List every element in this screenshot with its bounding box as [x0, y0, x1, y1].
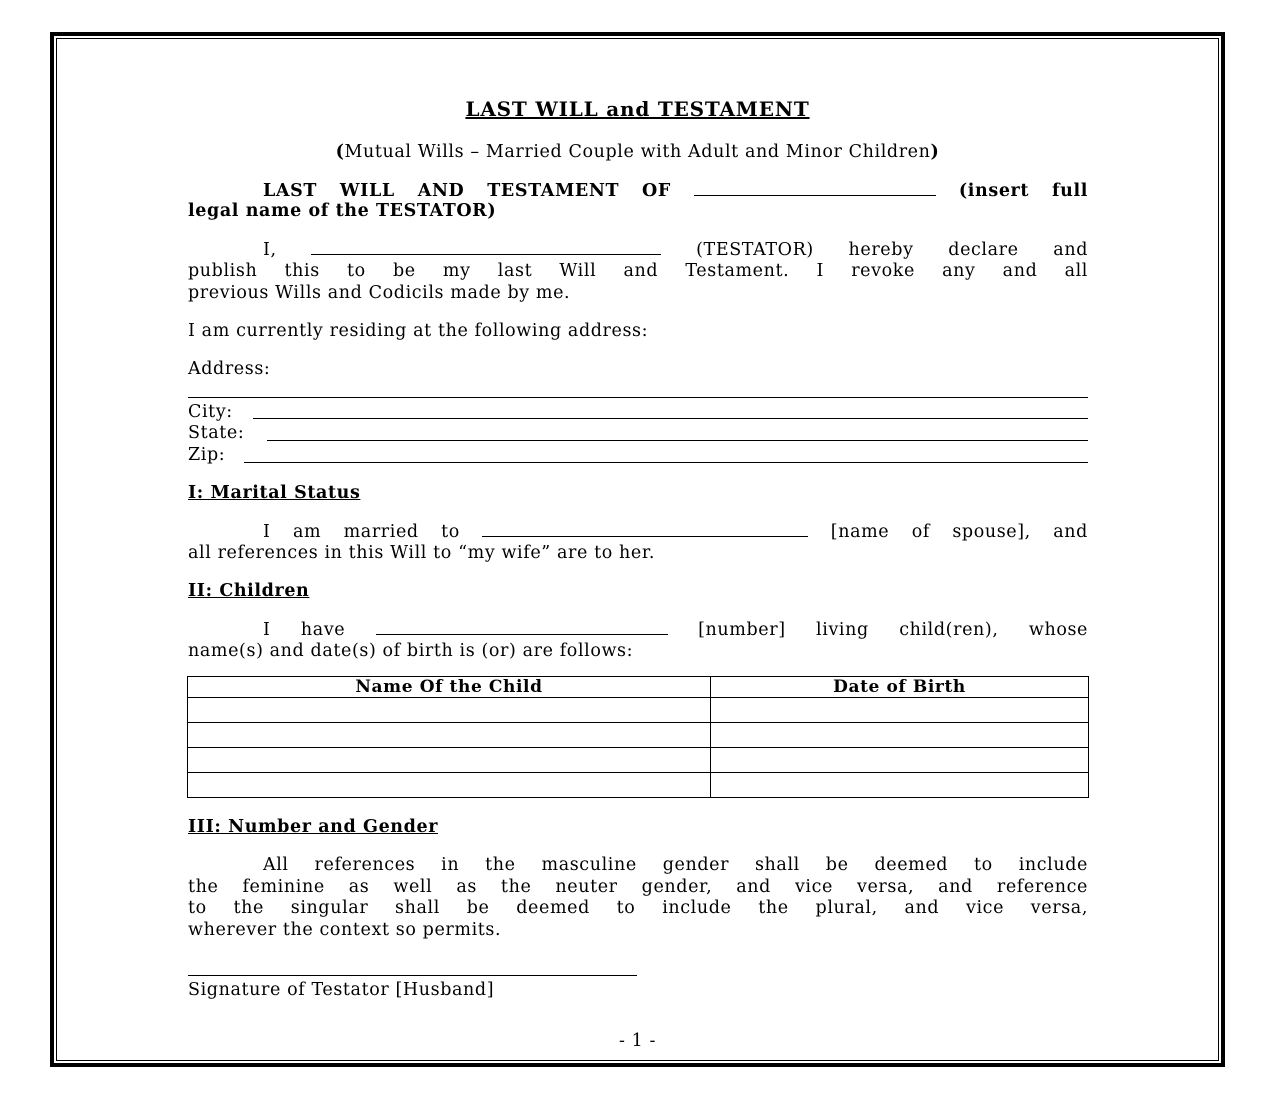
marital-line1	[188, 520, 1088, 543]
page-number: - 1 -	[618, 1031, 657, 1051]
zip-line[interactable]	[244, 462, 1088, 463]
subtitle-close-paren: )	[930, 142, 940, 162]
child-name-cell[interactable]	[188, 698, 711, 723]
children-end: [number] living child(ren), whose	[698, 620, 1089, 640]
address-label: Address:	[188, 359, 271, 379]
table-row	[188, 723, 1089, 748]
zip-label: Zip:	[188, 445, 226, 465]
city-line[interactable]	[253, 418, 1088, 419]
children-table	[187, 676, 1089, 798]
city-label: City:	[188, 402, 233, 422]
marital-start: I am married to	[263, 522, 460, 542]
spouse-name-blank[interactable]	[482, 520, 808, 537]
declaration-start: I,	[263, 240, 277, 260]
date-of-birth-cell[interactable]	[711, 723, 1089, 748]
state-line[interactable]	[267, 440, 1088, 441]
document-subtitle	[0, 141, 1275, 163]
residence-intro: I am currently residing at the following address:	[188, 321, 649, 341]
table-row	[188, 773, 1089, 798]
gender-line4: wherever the context so permits.	[188, 920, 502, 940]
declaration-line1	[188, 238, 1088, 261]
children-number-blank[interactable]	[376, 618, 668, 635]
marital-line2: all references in this Will to “my wife” are to her.	[188, 543, 656, 563]
document-title: LAST WILL and TESTAMENT	[465, 97, 810, 121]
gender-line3: to the singular shall be deemed to include the plural, and vice versa,	[188, 898, 1088, 918]
children-table-header-row	[188, 677, 1089, 698]
child-name-cell[interactable]	[188, 773, 711, 798]
column-header-child-name: Name Of the Child	[188, 677, 711, 698]
section-children-heading: II: Children	[188, 581, 310, 601]
date-of-birth-cell[interactable]	[711, 698, 1089, 723]
section-number-gender-heading: III: Number and Gender	[188, 817, 439, 837]
child-name-cell[interactable]	[188, 748, 711, 773]
testator-heading-line1	[188, 179, 1088, 202]
declaration-line2: publish this to be my last Will and Testament. I revoke any and all	[188, 261, 1088, 281]
gender-line2: the feminine as well as the neuter gender, and vice versa, and reference	[188, 877, 1088, 897]
section-marital-status-heading: I: Marital Status	[188, 483, 361, 503]
date-of-birth-cell[interactable]	[711, 748, 1089, 773]
declarant-name-blank[interactable]	[311, 238, 661, 255]
state-label: State:	[188, 423, 245, 443]
declaration-end: (TESTATOR) hereby declare and	[696, 240, 1088, 260]
testator-heading-prefix: LAST WILL AND TESTAMENT OF	[263, 181, 671, 201]
declaration-line3: previous Wills and Codicils made by me.	[188, 283, 571, 303]
children-start: I have	[263, 620, 346, 640]
table-row	[188, 698, 1089, 723]
column-header-date-of-birth: Date of Birth	[711, 677, 1089, 698]
children-line1	[188, 618, 1088, 641]
testator-name-blank[interactable]	[694, 179, 936, 196]
child-name-cell[interactable]	[188, 723, 711, 748]
date-of-birth-cell[interactable]	[711, 773, 1089, 798]
table-row	[188, 748, 1089, 773]
children-line2: name(s) and date(s) of birth is (or) are follows:	[188, 641, 634, 661]
signature-label: Signature of Testator [Husband]	[188, 980, 495, 1000]
address-line[interactable]	[188, 397, 1088, 398]
testator-heading-suffix: (insert full	[958, 181, 1088, 201]
marital-end: [name of spouse], and	[830, 522, 1088, 542]
subtitle-text: Mutual Wills – Married Couple with Adult and Minor Children	[344, 142, 931, 162]
testator-heading-line2: legal name of the TESTATOR)	[188, 201, 497, 221]
subtitle-open-paren: (	[335, 142, 345, 162]
gender-line1: All references in the masculine gender shall be deemed to include	[263, 855, 1088, 875]
signature-line[interactable]	[188, 975, 637, 976]
